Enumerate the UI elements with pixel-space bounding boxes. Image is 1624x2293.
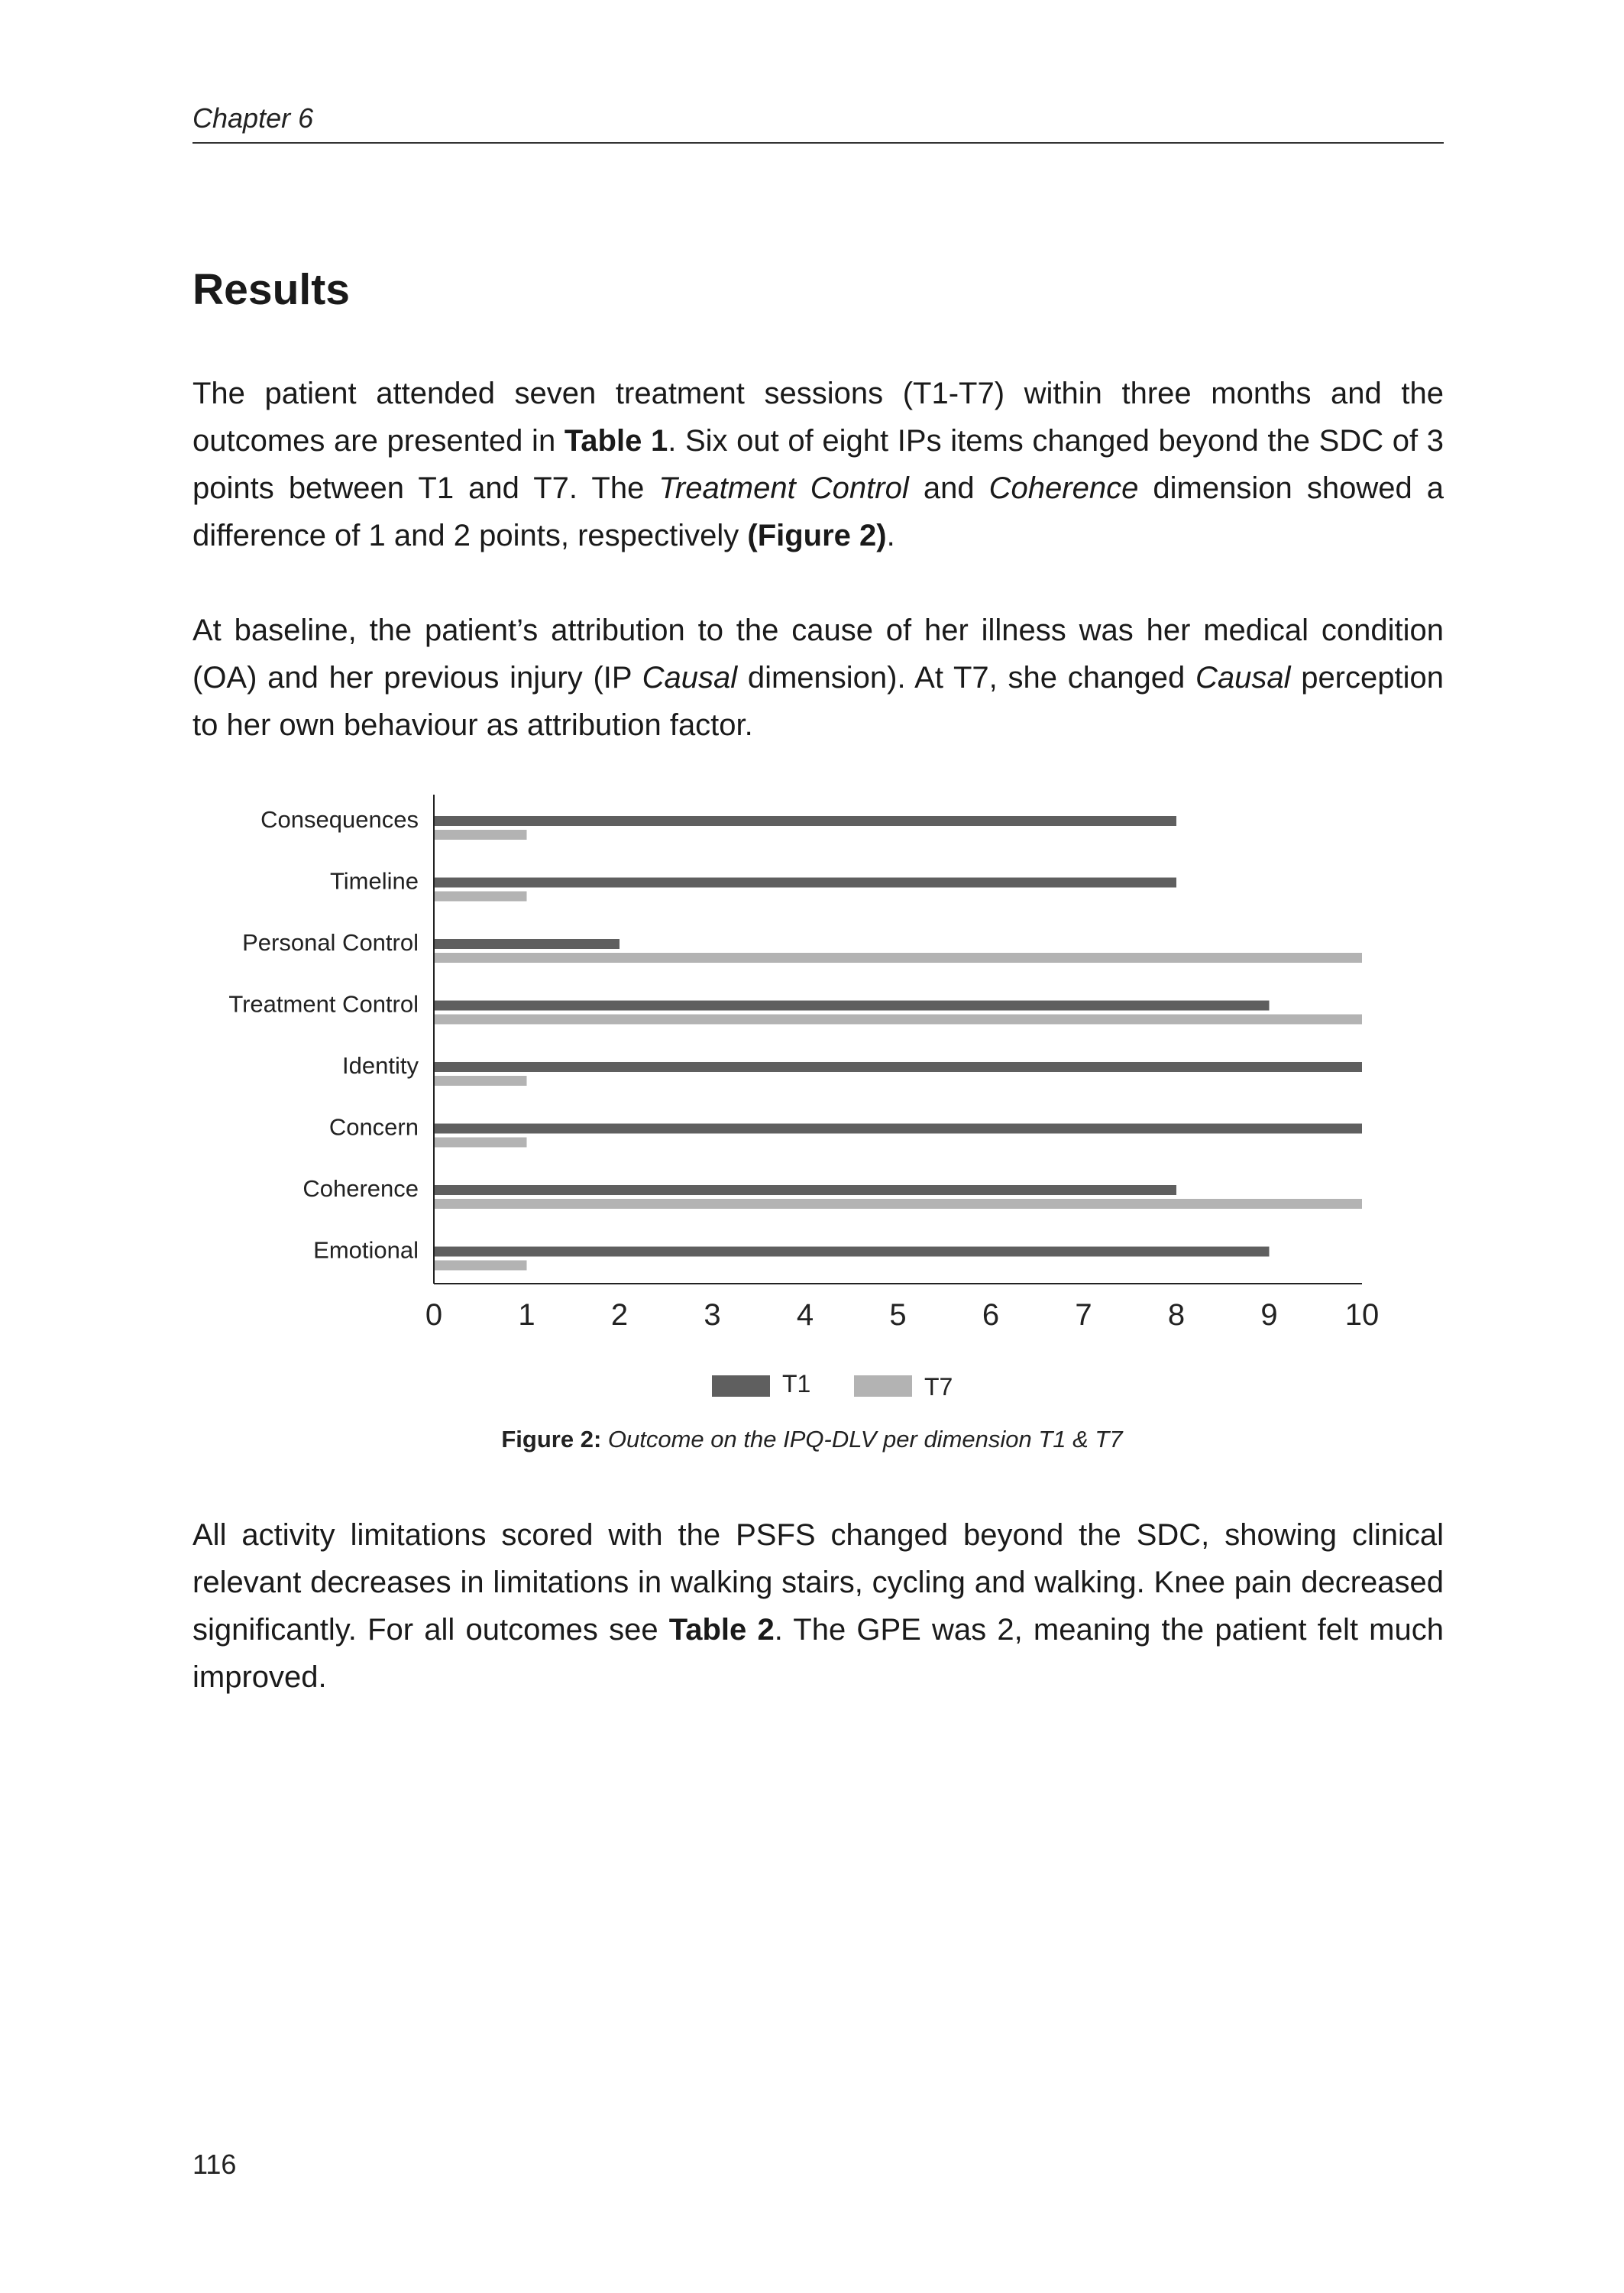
bar-t7-timeline [435, 892, 527, 902]
section-title: Results [192, 265, 350, 314]
causal-term-2: Causal [1195, 661, 1291, 695]
table-1-reference: Table 1 [564, 424, 668, 458]
running-head: Chapter 6 [192, 102, 314, 134]
x-tick-label-0: 0 [425, 1298, 443, 1332]
p2-text-5: perception to her own behaviour as attribution factor. [192, 661, 1444, 742]
bar-t7-coherence [435, 1199, 1362, 1209]
bar-t7-treatment-control [435, 1015, 1362, 1025]
x-tick-label-4: 4 [796, 1298, 814, 1332]
legend-swatch-t7 [854, 1375, 912, 1397]
p1-text-1: The patient attended seven treatment sessions (T1-T7) within three months and the outcomes are presented in [192, 377, 1444, 458]
category-label-timeline: Timeline [330, 867, 419, 895]
p3-text-3: . The GPE was 2, meaning the patient felt much improved. [192, 1613, 1444, 1694]
p1-text-9: . [886, 519, 895, 552]
treatment-control-term: Treatment Control [658, 471, 909, 505]
p2-text-1: At baseline, the patient’s attribution to the cause of her illness was her medical condition (OA) and her previous injury (IP [192, 614, 1444, 695]
paragraph-3 [192, 1511, 1444, 1701]
p2-text-3: dimension). At T7, she changed [737, 661, 1195, 695]
table-2-reference: Table 2 [668, 1613, 775, 1647]
legend-label-t7: T7 [924, 1373, 953, 1401]
x-tick-label-2: 2 [610, 1298, 629, 1332]
x-tick-label-1: 1 [518, 1298, 535, 1332]
category-label-coherence: Coherence [302, 1175, 419, 1202]
figure-2-reference: (Figure 2) [747, 519, 887, 552]
bar-t1-consequences [435, 816, 1176, 826]
coherence-term: Coherence [988, 471, 1139, 505]
x-tick-label-8: 8 [1167, 1298, 1186, 1332]
category-label-treatment-control: Treatment Control [228, 990, 419, 1018]
figure-caption-label: Figure 2: [501, 1426, 602, 1453]
figure-caption-text: Outcome on the IPQ-DLV per dimension T1 & T7 [607, 1426, 1123, 1453]
category-label-concern: Concern [328, 1113, 419, 1141]
category-label-identity: Identity [342, 1052, 419, 1079]
p1-text-5: and [908, 471, 989, 505]
bar-t7-concern [435, 1138, 527, 1148]
bar-t1-treatment-control [435, 1001, 1270, 1011]
legend-label-t1: T1 [782, 1370, 811, 1397]
bar-t1-timeline [435, 878, 1176, 888]
causal-term: Causal [642, 661, 738, 695]
x-tick-label-6: 6 [982, 1298, 1000, 1332]
p1-text-3: . Six out of eight IPs items changed beyond the SDC of 3 points between T1 and T7. The [192, 424, 1444, 505]
x-tick-label-5: 5 [889, 1298, 907, 1332]
bar-t7-consequences [435, 830, 527, 840]
bar-t1-concern [435, 1124, 1362, 1134]
bar-t1-coherence [435, 1185, 1176, 1195]
x-tick-label-3: 3 [704, 1298, 721, 1332]
legend-swatch-t1 [712, 1375, 770, 1397]
bar-t1-personal-control [435, 939, 620, 949]
category-label-consequences: Consequences [260, 806, 419, 833]
bar-t1-identity [435, 1062, 1362, 1072]
figure-caption [0, 1426, 1624, 1453]
x-tick-label-10: 10 [1344, 1298, 1380, 1332]
x-tick-label-9: 9 [1260, 1298, 1278, 1332]
category-label-personal-control: Personal Control [242, 929, 419, 956]
bar-t1-emotional [435, 1247, 1270, 1257]
x-tick-label-7: 7 [1075, 1298, 1092, 1332]
p1-text-7: dimension showed a difference of 1 and 2 points, respectively [192, 471, 1444, 552]
bar-t7-emotional [435, 1261, 527, 1271]
page-number: 116 [192, 2149, 237, 2180]
bar-t7-identity [435, 1076, 527, 1086]
p3-text-1: All activity limitations scored with the PSFS changed beyond the SDC, showing clinical relevant decreases in limitations in walking stairs, cycling and walking. Knee pain decreased significantly. For all outcomes see [192, 1518, 1444, 1647]
category-label-emotional: Emotional [313, 1236, 419, 1264]
bar-t7-personal-control [435, 953, 1362, 963]
